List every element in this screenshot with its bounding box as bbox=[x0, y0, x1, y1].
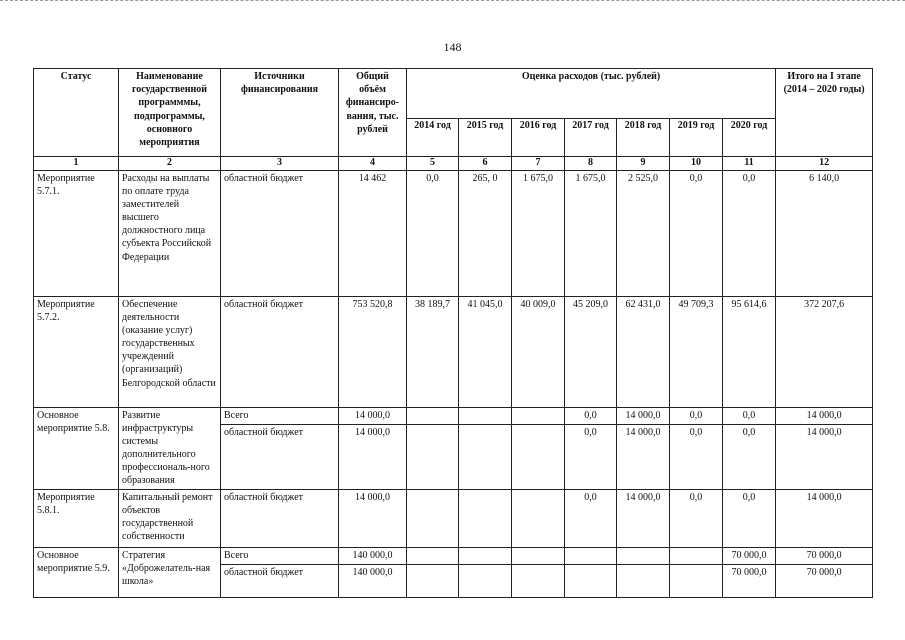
row-y2015 bbox=[459, 425, 512, 489]
row-y2018 bbox=[617, 547, 670, 564]
row-total: 14 000,0 bbox=[339, 407, 407, 425]
column-number: 12 bbox=[776, 157, 873, 171]
column-number: 6 bbox=[459, 157, 512, 171]
header-year-2018: 2018 год bbox=[617, 119, 670, 157]
header-sources: Источники финансирования bbox=[221, 69, 339, 157]
row-y2014 bbox=[407, 407, 459, 425]
header-year-2016: 2016 год bbox=[512, 119, 565, 157]
row-stage-total: 14 000,0 bbox=[776, 489, 873, 547]
row-y2020: 0,0 bbox=[723, 407, 776, 425]
row-y2016 bbox=[512, 547, 565, 564]
column-number: 4 bbox=[339, 157, 407, 171]
header-year-2019: 2019 год bbox=[670, 119, 723, 157]
row-y2014 bbox=[407, 547, 459, 564]
row-y2016 bbox=[512, 407, 565, 425]
header-year-2017: 2017 год bbox=[565, 119, 617, 157]
row-stage-total: 70 000,0 bbox=[776, 547, 873, 564]
row-source: областной бюджет bbox=[221, 564, 339, 597]
row-y2015 bbox=[459, 489, 512, 547]
row-y2018: 14 000,0 bbox=[617, 425, 670, 489]
header-stage-total: Итого на I этапе (2014 – 2020 годы) bbox=[776, 69, 873, 157]
row-name: Расходы на выплаты по оплате труда заместителей высшего должностного лица субъекта Российской Федерации bbox=[119, 170, 221, 296]
row-status: Мероприятие 5.7.2. bbox=[34, 296, 119, 407]
row-y2019 bbox=[670, 564, 723, 597]
row-y2014: 38 189,7 bbox=[407, 296, 459, 407]
table-row bbox=[34, 407, 873, 425]
row-y2018: 62 431,0 bbox=[617, 296, 670, 407]
row-source: областной бюджет bbox=[221, 296, 339, 407]
row-y2016: 40 009,0 bbox=[512, 296, 565, 407]
row-y2017: 0,0 bbox=[565, 489, 617, 547]
row-y2014: 0,0 bbox=[407, 170, 459, 296]
header-status: Статус bbox=[34, 69, 119, 157]
row-total: 753 520,8 bbox=[339, 296, 407, 407]
row-status: Мероприятие 5.8.1. bbox=[34, 489, 119, 547]
row-y2019: 0,0 bbox=[670, 407, 723, 425]
row-y2019 bbox=[670, 547, 723, 564]
row-y2019: 0,0 bbox=[670, 170, 723, 296]
row-y2018 bbox=[617, 564, 670, 597]
table-row bbox=[34, 489, 873, 547]
row-y2015: 265, 0 bbox=[459, 170, 512, 296]
page-number: 148 bbox=[443, 40, 462, 54]
row-y2014 bbox=[407, 564, 459, 597]
row-status: Основное мероприятие 5.9. bbox=[34, 547, 119, 597]
row-name: Стратегия «Доброжелатель-ная школа» bbox=[119, 547, 221, 597]
row-y2020: 0,0 bbox=[723, 425, 776, 489]
row-y2020: 0,0 bbox=[723, 489, 776, 547]
row-y2015 bbox=[459, 564, 512, 597]
column-number: 5 bbox=[407, 157, 459, 171]
header-row-top bbox=[34, 69, 873, 119]
column-number: 9 bbox=[617, 157, 670, 171]
header-year-2014: 2014 год bbox=[407, 119, 459, 157]
row-y2019: 0,0 bbox=[670, 489, 723, 547]
row-y2015 bbox=[459, 407, 512, 425]
row-y2017: 1 675,0 bbox=[565, 170, 617, 296]
row-y2020: 70 000,0 bbox=[723, 564, 776, 597]
row-total: 14 000,0 bbox=[339, 425, 407, 489]
column-number: 8 bbox=[565, 157, 617, 171]
row-y2019: 49 709,3 bbox=[670, 296, 723, 407]
row-stage-total: 14 000,0 bbox=[776, 407, 873, 425]
row-y2016: 1 675,0 bbox=[512, 170, 565, 296]
row-y2020: 95 614,6 bbox=[723, 296, 776, 407]
row-source: областной бюджет bbox=[221, 170, 339, 296]
row-stage-total: 6 140,0 bbox=[776, 170, 873, 296]
row-y2016 bbox=[512, 425, 565, 489]
row-y2018: 2 525,0 bbox=[617, 170, 670, 296]
column-number: 10 bbox=[670, 157, 723, 171]
row-total: 140 000,0 bbox=[339, 547, 407, 564]
row-y2014 bbox=[407, 425, 459, 489]
row-y2017: 45 209,0 bbox=[565, 296, 617, 407]
column-number: 1 bbox=[34, 157, 119, 171]
row-y2018: 14 000,0 bbox=[617, 407, 670, 425]
row-total: 14 000,0 bbox=[339, 489, 407, 547]
row-status: Мероприятие 5.7.1. bbox=[34, 170, 119, 296]
row-y2020: 70 000,0 bbox=[723, 547, 776, 564]
row-y2014 bbox=[407, 489, 459, 547]
row-y2015: 41 045,0 bbox=[459, 296, 512, 407]
header-total: Общий объём финансиро-вания, тыс. рублей bbox=[339, 69, 407, 157]
row-y2016 bbox=[512, 489, 565, 547]
row-y2017 bbox=[565, 547, 617, 564]
row-y2015 bbox=[459, 547, 512, 564]
row-status: Основное мероприятие 5.8. bbox=[34, 407, 119, 489]
row-y2020: 0,0 bbox=[723, 170, 776, 296]
table-row bbox=[34, 547, 873, 564]
row-y2019: 0,0 bbox=[670, 425, 723, 489]
row-name: Капитальный ремонт объектов государственной собственности bbox=[119, 489, 221, 547]
row-source: Всего bbox=[221, 547, 339, 564]
row-total: 140 000,0 bbox=[339, 564, 407, 597]
row-stage-total: 372 207,6 bbox=[776, 296, 873, 407]
column-number: 3 bbox=[221, 157, 339, 171]
budget-table bbox=[33, 68, 873, 598]
row-y2017: 0,0 bbox=[565, 407, 617, 425]
row-source: областной бюджет bbox=[221, 425, 339, 489]
row-y2016 bbox=[512, 564, 565, 597]
column-number-row bbox=[34, 157, 873, 171]
row-source: областной бюджет bbox=[221, 489, 339, 547]
table-row bbox=[34, 170, 873, 296]
row-y2018: 14 000,0 bbox=[617, 489, 670, 547]
row-total: 14 462 bbox=[339, 170, 407, 296]
column-number: 2 bbox=[119, 157, 221, 171]
row-name: Развитие инфраструктуры системы дополнительного профессиональ-ного образования bbox=[119, 407, 221, 489]
column-number: 11 bbox=[723, 157, 776, 171]
column-number: 7 bbox=[512, 157, 565, 171]
row-name: Обеспечение деятельности (оказание услуг) государственных учреждений (организаций) Белгородской области bbox=[119, 296, 221, 407]
row-stage-total: 14 000,0 bbox=[776, 425, 873, 489]
row-y2017: 0,0 bbox=[565, 425, 617, 489]
top-edge-line bbox=[0, 0, 905, 1]
header-name: Наименование государственной программмы, подпрограммы, основного мероприятия bbox=[119, 69, 221, 157]
header-estimate: Оценка расходов (тыс. рублей) bbox=[407, 69, 776, 119]
table-row bbox=[34, 296, 873, 407]
row-source: Всего bbox=[221, 407, 339, 425]
row-y2017 bbox=[565, 564, 617, 597]
row-stage-total: 70 000,0 bbox=[776, 564, 873, 597]
header-year-2015: 2015 год bbox=[459, 119, 512, 157]
header-year-2020: 2020 год bbox=[723, 119, 776, 157]
